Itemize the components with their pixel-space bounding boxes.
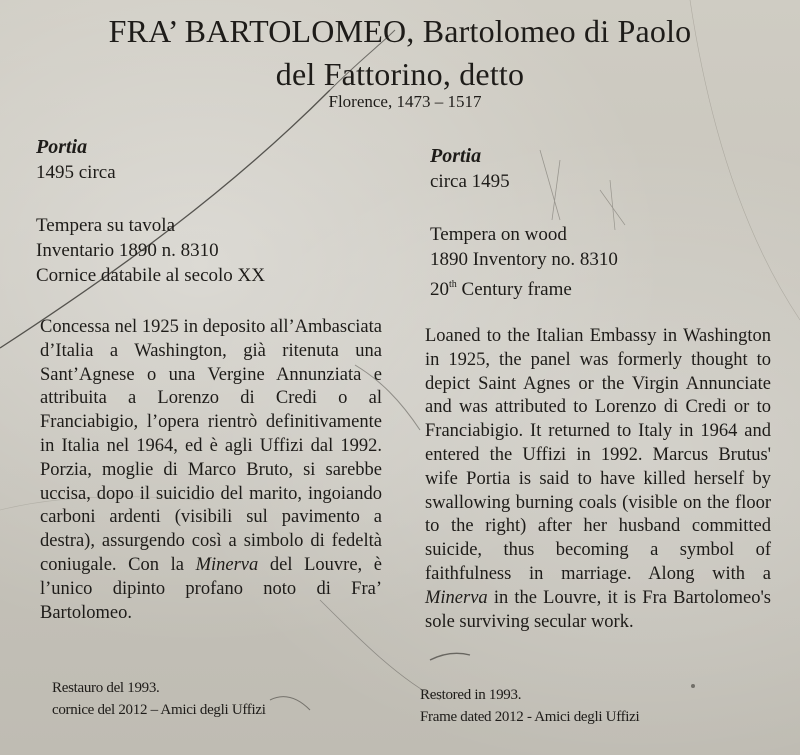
description-english-italic: Minerva xyxy=(425,587,488,608)
description-italian-text-1: Concessa nel 1925 in deposito all’Ambasciata d’Italia a Washington, già ritenuta una Sant’Agnese o una Vergine Annunziata e attribuita a Lorenzo di Credi o al Franciabigio, l’opera rientrò definitivamente in Italia nel 1964, ed è agli Uffizi dal 1992. Porzia, moglie di Marco Bruto, si sarebbe uccisa, dopo il suicidio del marito, ingoiando carboni ardenti (visibili sul pavimento a destra), assurgendo così a simbolo di fedeltà coniugale. Con la xyxy=(40,317,382,575)
work-title-italian: Portia xyxy=(36,136,88,158)
restoration-italian: Restauro del 1993. xyxy=(52,680,160,696)
credits-english xyxy=(420,684,639,728)
medium-italian: Tempera su tavola xyxy=(36,215,176,236)
frame-century-rest: Century frame xyxy=(456,279,572,300)
english-column xyxy=(430,144,778,194)
frame-english xyxy=(430,272,778,302)
work-date-italian: 1495 circa xyxy=(36,162,116,183)
description-italian xyxy=(40,316,382,625)
description-italian-text-2: del Louvre, è l’unico dipinto profano noto di Fra’ Bartolomeo. xyxy=(40,554,382,623)
description-italian-italic: Minerva xyxy=(195,554,259,575)
description-english-text-1: Loaned to the Italian Embassy in Washington in 1925, the panel was formerly thought to depict Saint Agnes or the Virgin Annunciate and was attributed to Lorenzo di Credi or to Franciabigio. It returned to Italy in 1964 and entered the Uffizi in 1992. Marcus Brutus' wife Portia is said to have killed herself by swallowing burning coals (visible on the floor to the right) after her husband committed suicide, thus becoming a symbol of faithfulness in marriage. Along with a xyxy=(425,326,771,584)
inventory-english: 1890 Inventory no. 8310 xyxy=(430,249,618,270)
frame-century-number: 20 xyxy=(430,279,449,300)
work-title-english: Portia xyxy=(430,145,482,167)
english-details xyxy=(430,222,778,302)
frame-century-suffix: th xyxy=(449,279,457,290)
italian-details xyxy=(36,213,384,288)
work-date-english: circa 1495 xyxy=(430,171,510,192)
description-english-text-2: in the Louvre, it is Fra Bartolomeo's sole surviving secular work. xyxy=(425,587,771,632)
description-english xyxy=(425,325,771,634)
artist-dates: Florence, 1473 – 1517 xyxy=(328,92,482,111)
credits-italian xyxy=(52,677,266,721)
frame-credit-italian: cornice del 2012 – Amici degli Uffizi xyxy=(52,702,266,718)
artist-name-line-2: del Fattorino, detto xyxy=(275,56,525,92)
frame-credit-english: Frame dated 2012 - Amici degli Uffizi xyxy=(420,709,640,725)
restoration-english: Restored in 1993. xyxy=(420,687,522,703)
italian-column xyxy=(36,135,384,185)
inventory-italian: Inventario 1890 n. 8310 xyxy=(36,240,219,261)
artist-name-line-1: FRA’ BARTOLOMEO, Bartolomeo di Paolo xyxy=(108,13,692,49)
frame-italian: Cornice databile al secolo XX xyxy=(36,265,265,286)
medium-english: Tempera on wood xyxy=(430,224,567,245)
